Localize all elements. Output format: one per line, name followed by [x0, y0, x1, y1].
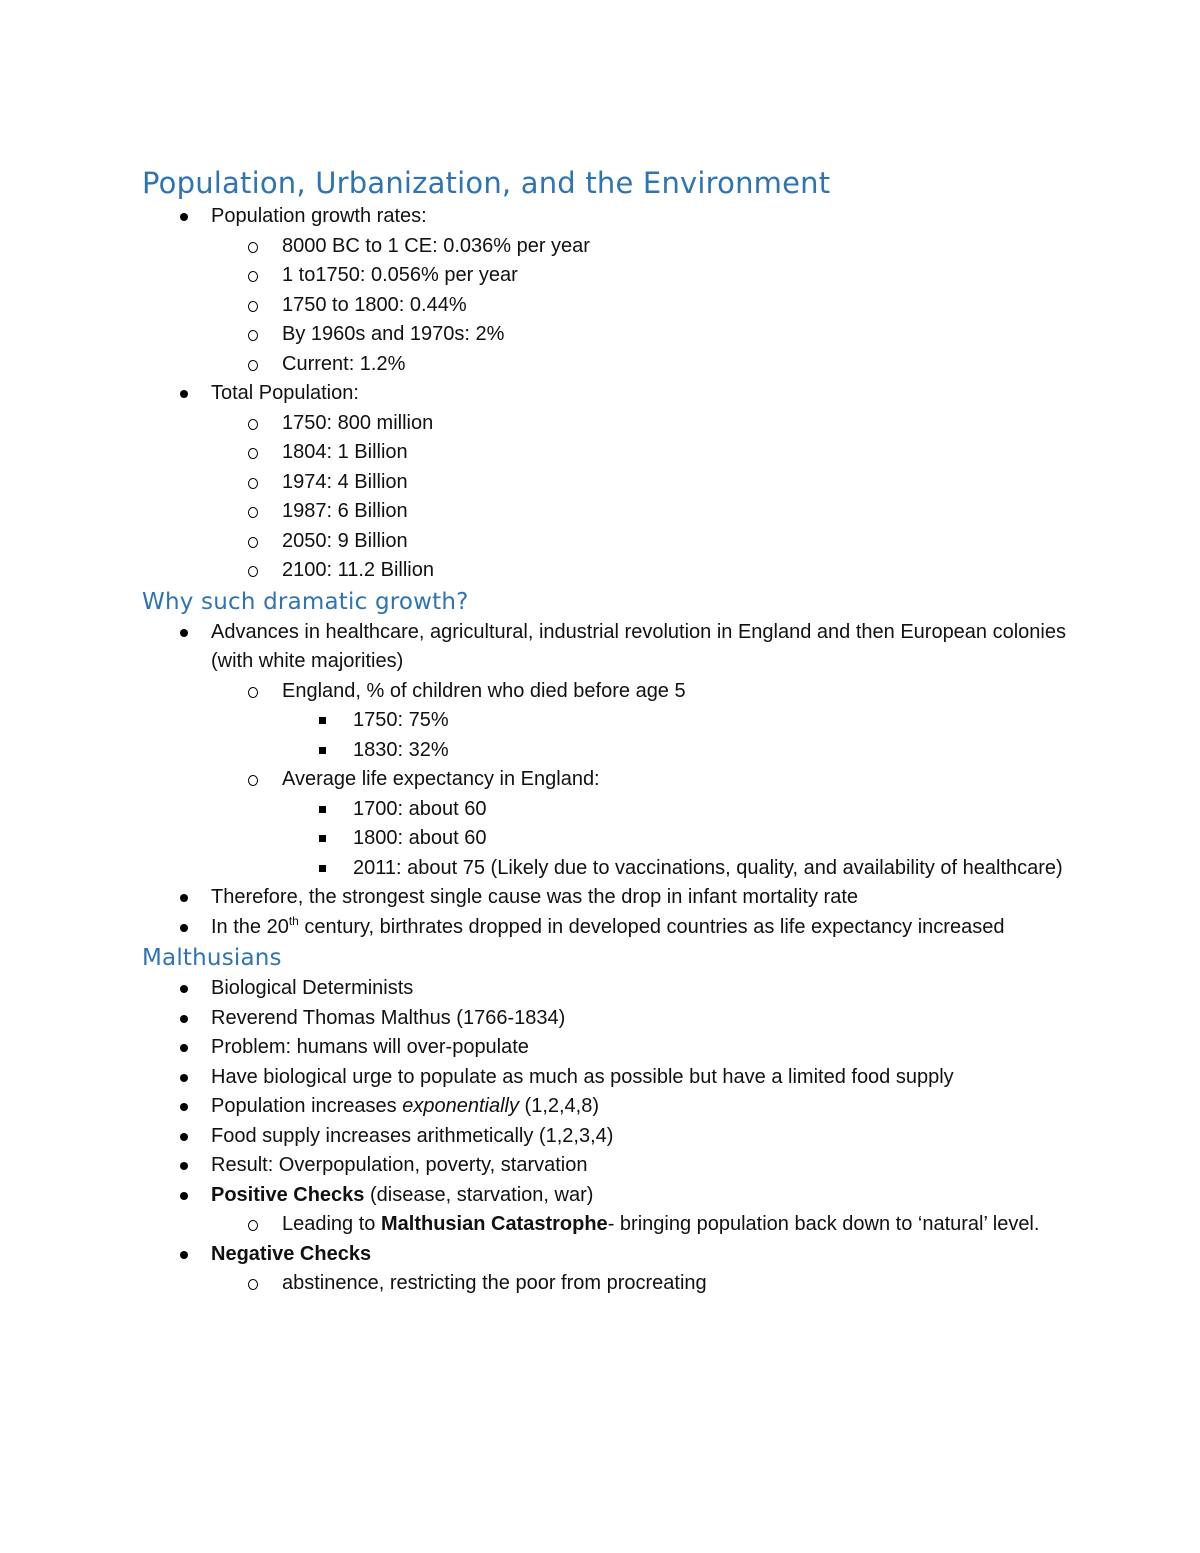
list-item: Positive Checks (disease, starvation, war)	[142, 1181, 1082, 1211]
section-heading-growth: Why such dramatic growth?	[142, 588, 469, 615]
list-item: Total Population:	[142, 379, 1082, 409]
list-item: Result: Overpopulation, poverty, starvation	[142, 1151, 1082, 1181]
list-item: 1700: about 60	[142, 795, 1082, 825]
growth-list	[142, 202, 1082, 586]
growth-causes-list	[142, 618, 1082, 943]
list-item: Leading to Malthusian Catastrophe- bringing population back down to ‘natural’ level.	[142, 1210, 1082, 1240]
list-item: 1987: 6 Billion	[142, 497, 1082, 527]
list-item: Population increases exponentially (1,2,4,8)	[142, 1092, 1082, 1122]
list-item: Reverend Thomas Malthus (1766-1834)	[142, 1004, 1082, 1034]
list-item: Problem: humans will over-populate	[142, 1033, 1082, 1063]
list-item: 1 to1750: 0.056% per year	[142, 261, 1082, 291]
list-item: Biological Determinists	[142, 974, 1082, 1004]
list-item: 1750: 800 million	[142, 409, 1082, 439]
list-item: 1800: about 60	[142, 824, 1082, 854]
list-item: Therefore, the strongest single cause was the drop in infant mortality rate	[142, 883, 1082, 913]
list-item: Negative Checks	[142, 1240, 1082, 1270]
list-item: Have biological urge to populate as much as possible but have a limited food supply	[142, 1063, 1082, 1093]
list-item: In the 20th century, birthrates dropped in developed countries as life expectancy increased	[142, 913, 1082, 943]
list-item: 1974: 4 Billion	[142, 468, 1082, 498]
malthusians-list	[142, 974, 1082, 1299]
list-item: 1750 to 1800: 0.44%	[142, 291, 1082, 321]
list-item: 8000 BC to 1 CE: 0.036% per year	[142, 232, 1082, 262]
list-item: 1804: 1 Billion	[142, 438, 1082, 468]
list-item: By 1960s and 1970s: 2%	[142, 320, 1082, 350]
list-item: Food supply increases arithmetically (1,2,3,4)	[142, 1122, 1082, 1152]
list-item: England, % of children who died before age 5	[142, 677, 1082, 707]
list-item: Advances in healthcare, agricultural, industrial revolution in England and then European colonies (with white majorities)	[142, 618, 1082, 677]
list-item: Average life expectancy in England:	[142, 765, 1082, 795]
page-title: Population, Urbanization, and the Environment	[142, 166, 831, 200]
list-item: Population growth rates:	[142, 202, 1082, 232]
section-heading-malthusians: Malthusians	[142, 945, 282, 971]
list-item: abstinence, restricting the poor from procreating	[142, 1269, 1082, 1299]
list-item: 2050: 9 Billion	[142, 527, 1082, 557]
document-body	[142, 164, 1082, 1299]
list-item: 2100: 11.2 Billion	[142, 556, 1082, 586]
list-item: 1830: 32%	[142, 736, 1082, 766]
list-item: 1750: 75%	[142, 706, 1082, 736]
list-item: Current: 1.2%	[142, 350, 1082, 380]
list-item: 2011: about 75 (Likely due to vaccinations, quality, and availability of healthcare)	[142, 854, 1082, 884]
